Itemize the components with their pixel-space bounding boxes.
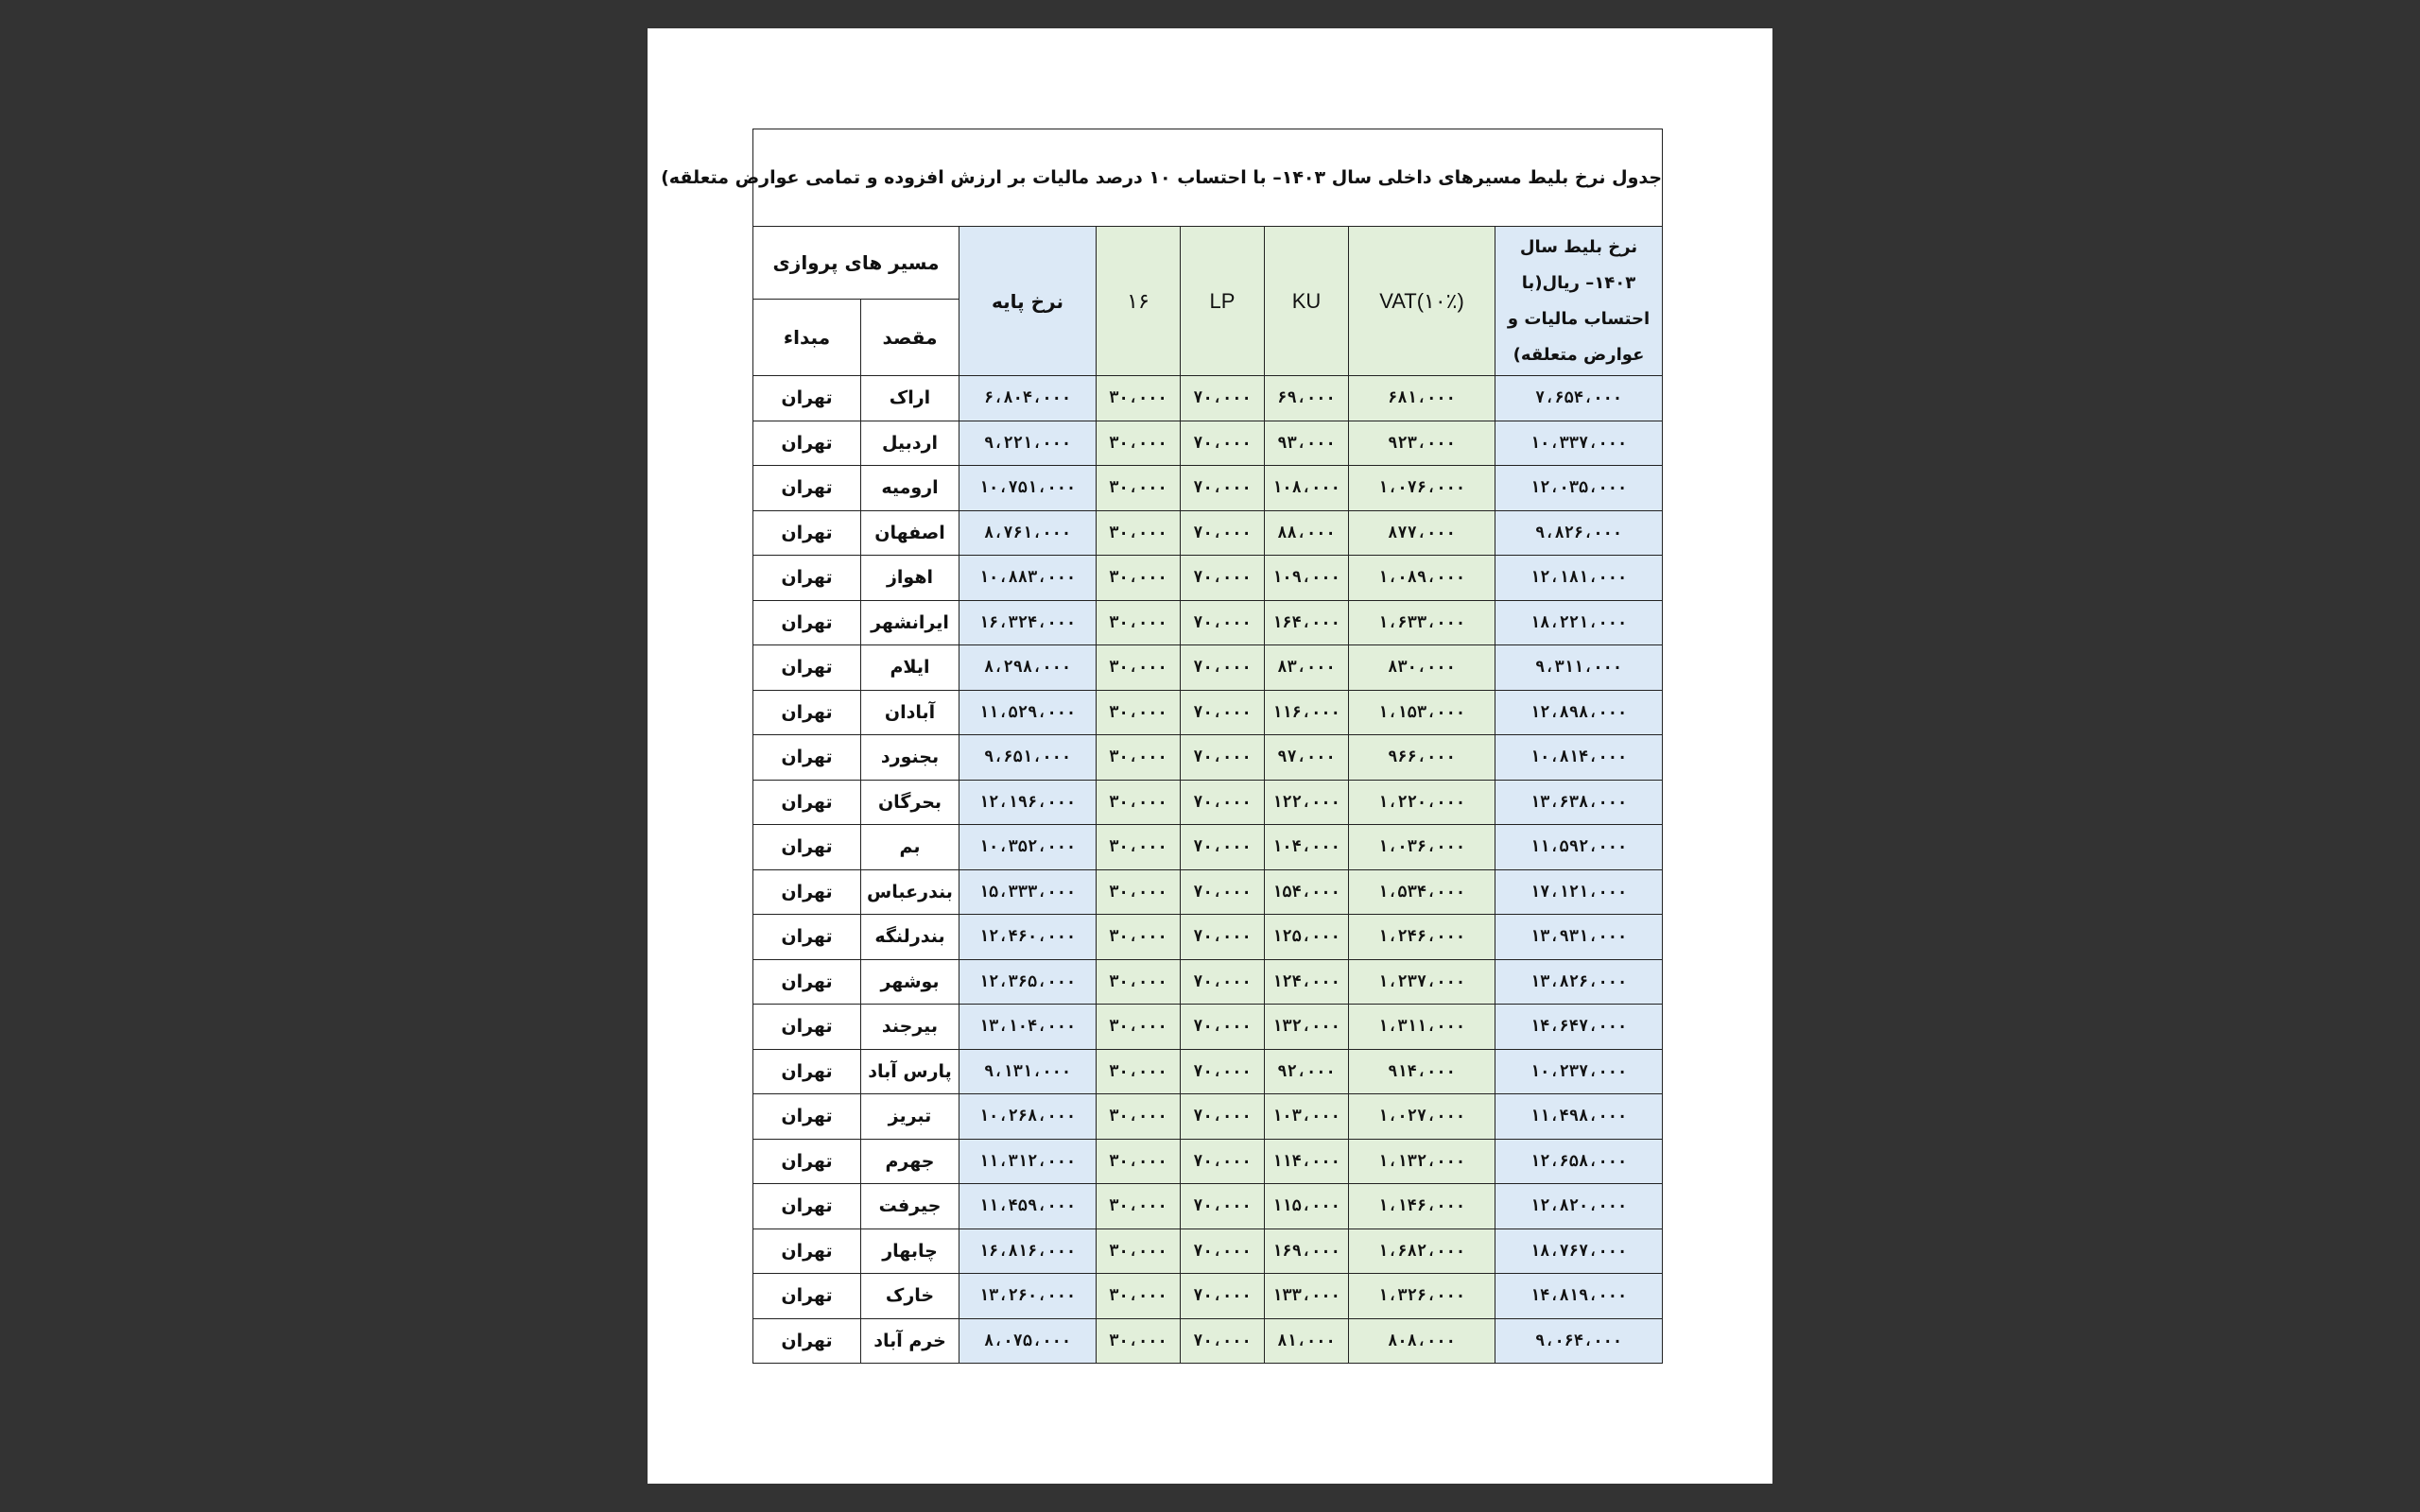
- vat-cell: ۶۸۱،۰۰۰: [1349, 376, 1495, 421]
- final-rate-cell: ۱۰،۲۳۷،۰۰۰: [1495, 1049, 1663, 1094]
- i6-cell: ۳۰،۰۰۰: [1097, 1049, 1181, 1094]
- ku-header: KU: [1265, 227, 1349, 376]
- base-rate-cell: ۱۰،۲۶۸،۰۰۰: [959, 1094, 1097, 1140]
- base-rate-cell: ۱۵،۳۳۳،۰۰۰: [959, 869, 1097, 915]
- table-row: [753, 1274, 1663, 1319]
- ku-cell: ۱۲۴،۰۰۰: [1265, 959, 1349, 1005]
- lp-cell: ۷۰،۰۰۰: [1181, 780, 1265, 825]
- ku-cell: ۹۳،۰۰۰: [1265, 421, 1349, 466]
- base-rate-cell: ۱۰،۸۸۳،۰۰۰: [959, 556, 1097, 601]
- final-rate-cell: ۱۱،۵۹۲،۰۰۰: [1495, 825, 1663, 870]
- i6-cell: ۳۰،۰۰۰: [1097, 869, 1181, 915]
- destination-cell: بم: [861, 825, 959, 870]
- vat-cell: ۹۱۴،۰۰۰: [1349, 1049, 1495, 1094]
- i6-cell: ۳۰،۰۰۰: [1097, 915, 1181, 960]
- table-row: [753, 915, 1663, 960]
- vat-cell: ۹۲۳،۰۰۰: [1349, 421, 1495, 466]
- origin-cell: تهران: [753, 959, 861, 1005]
- final-rate-cell: ۱۴،۸۱۹،۰۰۰: [1495, 1274, 1663, 1319]
- origin-cell: تهران: [753, 600, 861, 645]
- lp-cell: ۷۰،۰۰۰: [1181, 1139, 1265, 1184]
- ku-cell: ۸۳،۰۰۰: [1265, 645, 1349, 691]
- destination-cell: خرم آباد: [861, 1318, 959, 1364]
- base-rate-cell: ۱۰،۳۵۲،۰۰۰: [959, 825, 1097, 870]
- table-row: [753, 1005, 1663, 1050]
- ku-cell: ۱۱۵،۰۰۰: [1265, 1184, 1349, 1229]
- i6-cell: ۳۰،۰۰۰: [1097, 825, 1181, 870]
- lp-cell: ۷۰،۰۰۰: [1181, 869, 1265, 915]
- lp-cell: ۷۰،۰۰۰: [1181, 1228, 1265, 1274]
- origin-cell: تهران: [753, 510, 861, 556]
- i6-cell: ۳۰،۰۰۰: [1097, 1094, 1181, 1140]
- table-row: [753, 556, 1663, 601]
- i6-cell: ۳۰،۰۰۰: [1097, 735, 1181, 781]
- i6-cell: ۳۰،۰۰۰: [1097, 690, 1181, 735]
- lp-cell: ۷۰،۰۰۰: [1181, 915, 1265, 960]
- base-rate-cell: ۹،۱۳۱،۰۰۰: [959, 1049, 1097, 1094]
- origin-cell: تهران: [753, 690, 861, 735]
- table-row: [753, 780, 1663, 825]
- final-rate-cell: ۱۲،۸۲۰،۰۰۰: [1495, 1184, 1663, 1229]
- table-row: [753, 1228, 1663, 1274]
- table-row: [753, 645, 1663, 691]
- base-rate-cell: ۹،۲۲۱،۰۰۰: [959, 421, 1097, 466]
- base-rate-cell: ۱۶،۳۲۴،۰۰۰: [959, 600, 1097, 645]
- final-rate-cell: ۱۳،۸۲۶،۰۰۰: [1495, 959, 1663, 1005]
- vat-cell: ۸۰۸،۰۰۰: [1349, 1318, 1495, 1364]
- destination-cell: بحرگان: [861, 780, 959, 825]
- table-row: [753, 466, 1663, 511]
- final-rate-cell: ۹،۳۱۱،۰۰۰: [1495, 645, 1663, 691]
- destination-cell: ارومیه: [861, 466, 959, 511]
- table-row: [753, 959, 1663, 1005]
- vat-cell: ۱،۶۳۳،۰۰۰: [1349, 600, 1495, 645]
- table-row: [753, 376, 1663, 421]
- ku-cell: ۱۲۵،۰۰۰: [1265, 915, 1349, 960]
- table-title: جدول نرخ بلیط مسیرهای داخلی سال ۱۴۰۳– با احتساب ۱۰ درصد مالیات بر ارزش افزوده و تمامی عوارض متعلقه): [753, 129, 1663, 227]
- final-rate-header: نرخ بلیط سال ۱۴۰۳– ریال(با احتساب مالیات و عوارض متعلقه): [1495, 227, 1663, 376]
- origin-cell: تهران: [753, 1184, 861, 1229]
- lp-cell: ۷۰،۰۰۰: [1181, 510, 1265, 556]
- ku-cell: ۱۶۹،۰۰۰: [1265, 1228, 1349, 1274]
- origin-cell: تهران: [753, 1274, 861, 1319]
- base-rate-cell: ۶،۸۰۴،۰۰۰: [959, 376, 1097, 421]
- i6-cell: ۳۰،۰۰۰: [1097, 1005, 1181, 1050]
- final-rate-cell: ۱۲،۰۳۵،۰۰۰: [1495, 466, 1663, 511]
- final-rate-cell: ۱۲،۱۸۱،۰۰۰: [1495, 556, 1663, 601]
- origin-cell: تهران: [753, 780, 861, 825]
- ku-cell: ۱۵۴،۰۰۰: [1265, 869, 1349, 915]
- origin-cell: تهران: [753, 1139, 861, 1184]
- destination-cell: ایلام: [861, 645, 959, 691]
- final-rate-cell: ۱۴،۶۴۷،۰۰۰: [1495, 1005, 1663, 1050]
- vat-cell: ۱،۱۵۳،۰۰۰: [1349, 690, 1495, 735]
- ku-cell: ۱۶۴،۰۰۰: [1265, 600, 1349, 645]
- final-rate-cell: ۱۲،۸۹۸،۰۰۰: [1495, 690, 1663, 735]
- ku-cell: ۹۷،۰۰۰: [1265, 735, 1349, 781]
- table-row: [753, 1094, 1663, 1140]
- origin-cell: تهران: [753, 1318, 861, 1364]
- lp-cell: ۷۰،۰۰۰: [1181, 959, 1265, 1005]
- ku-cell: ۱۱۴،۰۰۰: [1265, 1139, 1349, 1184]
- destination-cell: خارک: [861, 1274, 959, 1319]
- vat-cell: ۱،۱۴۶،۰۰۰: [1349, 1184, 1495, 1229]
- i6-header: ۱۶: [1097, 227, 1181, 376]
- table-row: [753, 690, 1663, 735]
- fare-table: [661, 129, 1663, 1364]
- destination-cell: آبادان: [861, 690, 959, 735]
- destination-cell: چابهار: [861, 1228, 959, 1274]
- ku-cell: ۱۰۹،۰۰۰: [1265, 556, 1349, 601]
- base-rate-cell: ۱۱،۴۵۹،۰۰۰: [959, 1184, 1097, 1229]
- destination-cell: اصفهان: [861, 510, 959, 556]
- origin-cell: تهران: [753, 1228, 861, 1274]
- destination-cell: بندرعباس: [861, 869, 959, 915]
- vat-cell: ۱،۶۸۲،۰۰۰: [1349, 1228, 1495, 1274]
- origin-cell: تهران: [753, 1094, 861, 1140]
- final-rate-cell: ۱۲،۶۵۸،۰۰۰: [1495, 1139, 1663, 1184]
- table-row: [753, 735, 1663, 781]
- base-rate-cell: ۱۲،۱۹۶،۰۰۰: [959, 780, 1097, 825]
- base-rate-header: نرخ پایه: [959, 227, 1097, 376]
- vat-cell: ۱،۲۲۰،۰۰۰: [1349, 780, 1495, 825]
- lp-cell: ۷۰،۰۰۰: [1181, 1094, 1265, 1140]
- destination-header: مقصد: [861, 300, 959, 376]
- origin-cell: تهران: [753, 421, 861, 466]
- vat-cell: ۱،۲۴۶،۰۰۰: [1349, 915, 1495, 960]
- destination-cell: جیرفت: [861, 1184, 959, 1229]
- ku-cell: ۱۰۳،۰۰۰: [1265, 1094, 1349, 1140]
- i6-cell: ۳۰،۰۰۰: [1097, 645, 1181, 691]
- origin-cell: تهران: [753, 1049, 861, 1094]
- destination-cell: اردبیل: [861, 421, 959, 466]
- base-rate-cell: ۱۳،۱۰۴،۰۰۰: [959, 1005, 1097, 1050]
- ku-cell: ۱۰۴،۰۰۰: [1265, 825, 1349, 870]
- ku-cell: ۱۲۲،۰۰۰: [1265, 780, 1349, 825]
- lp-cell: ۷۰،۰۰۰: [1181, 1005, 1265, 1050]
- destination-cell: ایرانشهر: [861, 600, 959, 645]
- document-page: [648, 28, 1772, 1484]
- final-rate-cell: ۱۰،۸۱۴،۰۰۰: [1495, 735, 1663, 781]
- base-rate-cell: ۸،۰۷۵،۰۰۰: [959, 1318, 1097, 1364]
- vat-cell: ۸۷۷،۰۰۰: [1349, 510, 1495, 556]
- destination-cell: پارس آباد: [861, 1049, 959, 1094]
- origin-cell: تهران: [753, 1005, 861, 1050]
- vat-cell: ۱،۳۲۶،۰۰۰: [1349, 1274, 1495, 1319]
- origin-cell: تهران: [753, 735, 861, 781]
- table-row: [753, 869, 1663, 915]
- table-row: [753, 1139, 1663, 1184]
- table-row: [753, 1318, 1663, 1364]
- vat-cell: ۹۶۶،۰۰۰: [1349, 735, 1495, 781]
- final-rate-cell: ۹،۸۲۶،۰۰۰: [1495, 510, 1663, 556]
- origin-header: مبداء: [753, 300, 861, 376]
- i6-cell: ۳۰،۰۰۰: [1097, 600, 1181, 645]
- table-row: [753, 1049, 1663, 1094]
- lp-cell: ۷۰،۰۰۰: [1181, 1184, 1265, 1229]
- table-row: [753, 421, 1663, 466]
- i6-cell: ۳۰،۰۰۰: [1097, 1228, 1181, 1274]
- i6-cell: ۳۰،۰۰۰: [1097, 466, 1181, 511]
- i6-cell: ۳۰،۰۰۰: [1097, 510, 1181, 556]
- final-rate-cell: ۱۱،۴۹۸،۰۰۰: [1495, 1094, 1663, 1140]
- table-row: [753, 600, 1663, 645]
- lp-cell: ۷۰،۰۰۰: [1181, 645, 1265, 691]
- destination-cell: تبریز: [861, 1094, 959, 1140]
- origin-cell: تهران: [753, 869, 861, 915]
- ku-cell: ۱۱۶،۰۰۰: [1265, 690, 1349, 735]
- base-rate-cell: ۱۲،۴۶۰،۰۰۰: [959, 915, 1097, 960]
- vat-cell: ۸۳۰،۰۰۰: [1349, 645, 1495, 691]
- ku-cell: ۱۳۳،۰۰۰: [1265, 1274, 1349, 1319]
- origin-cell: تهران: [753, 645, 861, 691]
- ku-cell: ۸۱،۰۰۰: [1265, 1318, 1349, 1364]
- lp-cell: ۷۰،۰۰۰: [1181, 1274, 1265, 1319]
- i6-cell: ۳۰،۰۰۰: [1097, 959, 1181, 1005]
- lp-cell: ۷۰،۰۰۰: [1181, 825, 1265, 870]
- vat-header: VAT(۱۰٪): [1349, 227, 1495, 376]
- destination-cell: بیرجند: [861, 1005, 959, 1050]
- base-rate-cell: ۸،۷۶۱،۰۰۰: [959, 510, 1097, 556]
- destination-cell: بوشهر: [861, 959, 959, 1005]
- base-rate-cell: ۹،۶۵۱،۰۰۰: [959, 735, 1097, 781]
- ku-cell: ۸۸،۰۰۰: [1265, 510, 1349, 556]
- i6-cell: ۳۰،۰۰۰: [1097, 1139, 1181, 1184]
- final-rate-cell: ۱۸،۲۲۱،۰۰۰: [1495, 600, 1663, 645]
- origin-cell: تهران: [753, 915, 861, 960]
- vat-cell: ۱،۱۳۲،۰۰۰: [1349, 1139, 1495, 1184]
- routes-header: مسیر های پروازی: [753, 227, 959, 300]
- vat-cell: ۱،۰۳۶،۰۰۰: [1349, 825, 1495, 870]
- final-rate-cell: ۱۷،۱۲۱،۰۰۰: [1495, 869, 1663, 915]
- origin-cell: تهران: [753, 466, 861, 511]
- i6-cell: ۳۰،۰۰۰: [1097, 421, 1181, 466]
- fare-rows: [753, 376, 1663, 1364]
- origin-cell: تهران: [753, 825, 861, 870]
- destination-cell: بندرلنگه: [861, 915, 959, 960]
- lp-header: LP: [1181, 227, 1265, 376]
- table-row: [753, 825, 1663, 870]
- table-row: [753, 1184, 1663, 1229]
- lp-cell: ۷۰،۰۰۰: [1181, 376, 1265, 421]
- final-rate-cell: ۷،۶۵۴،۰۰۰: [1495, 376, 1663, 421]
- ku-cell: ۹۲،۰۰۰: [1265, 1049, 1349, 1094]
- final-rate-cell: ۱۳،۹۳۱،۰۰۰: [1495, 915, 1663, 960]
- final-rate-cell: ۱۳،۶۳۸،۰۰۰: [1495, 780, 1663, 825]
- base-rate-cell: ۱۳،۲۶۰،۰۰۰: [959, 1274, 1097, 1319]
- destination-cell: اراک: [861, 376, 959, 421]
- base-rate-cell: ۱۱،۵۲۹،۰۰۰: [959, 690, 1097, 735]
- lp-cell: ۷۰،۰۰۰: [1181, 1049, 1265, 1094]
- i6-cell: ۳۰،۰۰۰: [1097, 1318, 1181, 1364]
- lp-cell: ۷۰،۰۰۰: [1181, 1318, 1265, 1364]
- i6-cell: ۳۰،۰۰۰: [1097, 1184, 1181, 1229]
- base-rate-cell: ۱۰،۷۵۱،۰۰۰: [959, 466, 1097, 511]
- lp-cell: ۷۰،۰۰۰: [1181, 466, 1265, 511]
- i6-cell: ۳۰،۰۰۰: [1097, 1274, 1181, 1319]
- base-rate-cell: ۱۶،۸۱۶،۰۰۰: [959, 1228, 1097, 1274]
- final-rate-cell: ۱۰،۳۳۷،۰۰۰: [1495, 421, 1663, 466]
- destination-cell: اهواز: [861, 556, 959, 601]
- vat-cell: ۱،۰۲۷،۰۰۰: [1349, 1094, 1495, 1140]
- base-rate-cell: ۱۲،۳۶۵،۰۰۰: [959, 959, 1097, 1005]
- final-rate-cell: ۱۸،۷۶۷،۰۰۰: [1495, 1228, 1663, 1274]
- ku-cell: ۱۳۲،۰۰۰: [1265, 1005, 1349, 1050]
- lp-cell: ۷۰،۰۰۰: [1181, 421, 1265, 466]
- destination-cell: جهرم: [861, 1139, 959, 1184]
- origin-cell: تهران: [753, 556, 861, 601]
- lp-cell: ۷۰،۰۰۰: [1181, 690, 1265, 735]
- vat-cell: ۱،۵۳۴،۰۰۰: [1349, 869, 1495, 915]
- base-rate-cell: ۱۱،۳۱۲،۰۰۰: [959, 1139, 1097, 1184]
- i6-cell: ۳۰،۰۰۰: [1097, 556, 1181, 601]
- i6-cell: ۳۰،۰۰۰: [1097, 376, 1181, 421]
- base-rate-cell: ۸،۲۹۸،۰۰۰: [959, 645, 1097, 691]
- lp-cell: ۷۰،۰۰۰: [1181, 556, 1265, 601]
- vat-cell: ۱،۰۷۶،۰۰۰: [1349, 466, 1495, 511]
- lp-cell: ۷۰،۰۰۰: [1181, 600, 1265, 645]
- ku-cell: ۱۰۸،۰۰۰: [1265, 466, 1349, 511]
- table-row: [753, 510, 1663, 556]
- origin-cell: تهران: [753, 376, 861, 421]
- vat-cell: ۱،۳۱۱،۰۰۰: [1349, 1005, 1495, 1050]
- vat-cell: ۱،۰۸۹،۰۰۰: [1349, 556, 1495, 601]
- ku-cell: ۶۹،۰۰۰: [1265, 376, 1349, 421]
- final-rate-cell: ۹،۰۶۴،۰۰۰: [1495, 1318, 1663, 1364]
- i6-cell: ۳۰،۰۰۰: [1097, 780, 1181, 825]
- vat-cell: ۱،۲۳۷،۰۰۰: [1349, 959, 1495, 1005]
- lp-cell: ۷۰،۰۰۰: [1181, 735, 1265, 781]
- destination-cell: بجنورد: [861, 735, 959, 781]
